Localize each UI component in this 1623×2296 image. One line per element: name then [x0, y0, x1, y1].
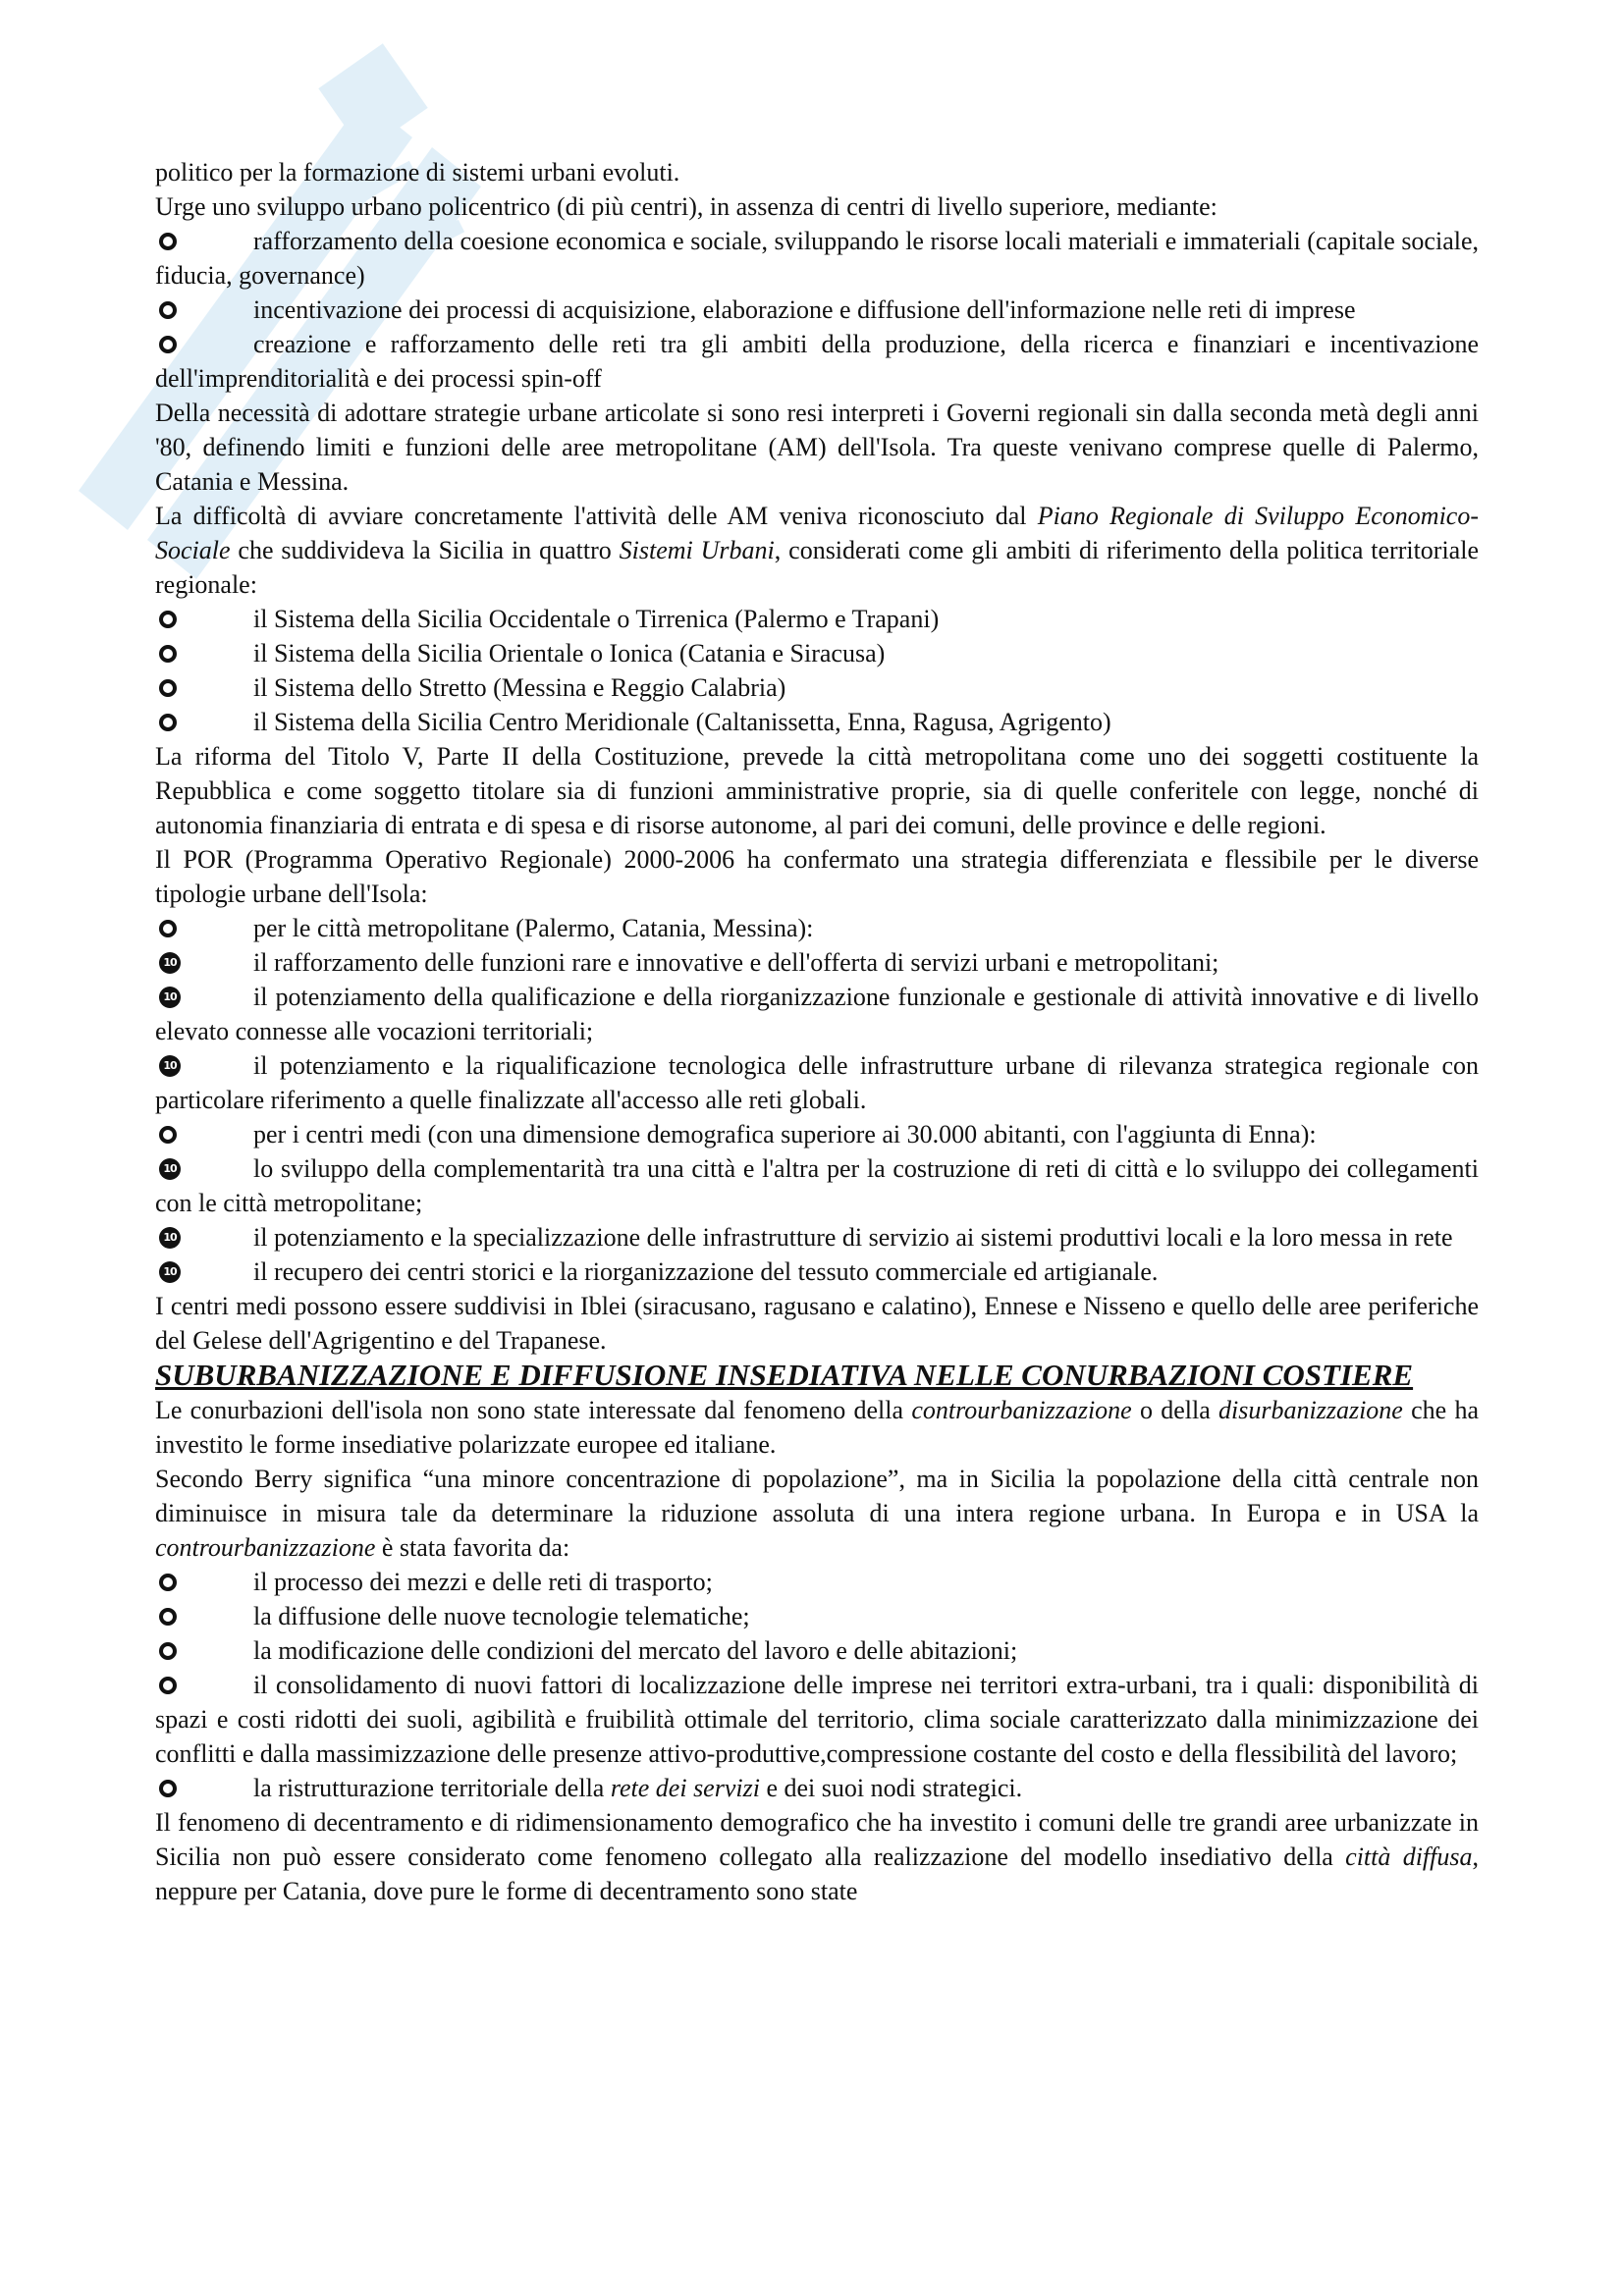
paragraph: Il fenomeno di decentramento e di ridimensionamento demografico che ha investito i comuni delle tre grandi aree urbanizzate in Sicilia non può essere considerato come fenomeno collegato alla realizzazione del modello insediativo della città diffusa, neppure per Catania, dove pure le forme di decentramento sono state — [155, 1808, 1479, 1905]
list-item: il Sistema della Sicilia Centro Meridionale (Caltanissetta, Enna, Ragusa, Agrigento) — [155, 705, 1479, 739]
document-body — [155, 155, 1479, 1908]
paragraph: Il POR (Programma Operativo Regionale) 2000-2006 ha confermato una strategia differenziata e flessibile per le diverse tipologie urbane dell'Isola: — [155, 845, 1479, 908]
list-item: la ristrutturazione territoriale della rete dei servizi e dei suoi nodi strategici. — [155, 1771, 1479, 1805]
number-badge-icon: 10 — [159, 1227, 181, 1249]
bullet-ring-icon — [159, 679, 177, 697]
intro-line: politico per la formazione di sistemi urbani evoluti. — [155, 158, 680, 187]
sub-list-item: 10 il potenziamento della qualificazione e della riorganizzazione funzionale e gestionale di attività innovative e di livello elevato connesse alle vocazioni territoriali; — [155, 983, 1479, 1045]
number-badge-icon: 10 — [159, 952, 181, 974]
list-item: il consolidamento di nuovi fattori di localizzazione delle imprese nei territori extra-urbani, tra i quali: disponibilità di spazi e costi ridotti dei suoli, agibilità e fruibilità ottimale del territorio, clima sociale caratterizzato dalla minimizzazione dei conflitti e dalla massimizzazione delle presenze attivo-produttive,compressione costante del costo e della flessibilità del lavoro; — [155, 1671, 1479, 1768]
list-item: il Sistema della Sicilia Occidentale o Tirrenica (Palermo e Trapani) — [155, 602, 1479, 636]
number-badge-icon: 10 — [159, 1261, 181, 1283]
bullet-ring-icon — [159, 233, 177, 250]
sub-list-item: 10 il rafforzamento delle funzioni rare e innovative e dell'offerta di servizi urbani e metropolitani; — [155, 945, 1479, 980]
list-item: la diffusione delle nuove tecnologie telematiche; — [155, 1599, 1479, 1633]
paragraph: La difficoltà di avviare concretamente l'attività delle AM veniva riconosciuto dal Piano Regionale di Sviluppo Economico-Sociale che suddivideva la Sicilia in quattro Sistemi Urbani, considerati come gli ambiti di riferimento della politica territoriale regionale: — [155, 502, 1479, 599]
number-badge-icon: 10 — [159, 987, 181, 1008]
paragraph: I centri medi possono essere suddivisi in Iblei (siracusano, ragusano e calatino), Ennese e Nisseno e quello delle aree periferiche del Gelese dell'Agrigentino e del Trapanese. — [155, 1292, 1479, 1355]
list-item: incentivazione dei processi di acquisizione, elaborazione e diffusione dell'informazione nelle reti di imprese — [155, 293, 1479, 327]
sub-list-item: 10 lo sviluppo della complementarità tra una città e l'altra per la costruzione di reti di città e lo sviluppo dei collegamenti con le città metropolitane; — [155, 1154, 1479, 1217]
bullet-ring-icon — [159, 1574, 177, 1591]
bullet-ring-icon — [159, 1126, 177, 1144]
paragraph: Secondo Berry significa “una minore concentrazione di popolazione”, ma in Sicilia la popolazione della città centrale non diminuisce in misura tale da determinare la riduzione assoluta di una intera regione urbana. In Europa e in USA la controurbanizzazione è stata favorita da: — [155, 1465, 1479, 1562]
list-item: creazione e rafforzamento delle reti tra gli ambiti della produzione, della ricerca e finanziari e incentivazione dell'imprenditorialità e dei processi spin-off — [155, 330, 1479, 393]
list-item: per le città metropolitane (Palermo, Catania, Messina): — [155, 911, 1479, 945]
bullet-ring-icon — [159, 920, 177, 937]
list-item: la modificazione delle condizioni del mercato del lavoro e delle abitazioni; — [155, 1633, 1479, 1668]
bullet-ring-icon — [159, 611, 177, 628]
bullet-ring-icon — [159, 714, 177, 731]
list-item: rafforzamento della coesione economica e sociale, sviluppando le risorse locali materiali e immateriali (capitale sociale, fiducia, governance) — [155, 227, 1479, 290]
bullet-ring-icon — [159, 301, 177, 319]
paragraph: Le conurbazioni dell'isola non sono state interessate dal fenomeno della controurbanizzazione o della disurbanizzazione che ha investito le forme insediative polarizzate europee ed italiane. — [155, 1396, 1480, 1459]
paragraph: La riforma del Titolo V, Parte II della Costituzione, prevede la città metropolitana come uno dei soggetti costituente la Repubblica e come soggetto titolare sia di funzioni amministrative proprie, sia di quelle conferitele con legge, nonché di autonomia finanziaria di entrata e di spesa e di risorse autonome, al pari dei comuni, delle province e delle regioni. — [155, 742, 1479, 839]
list-item: il processo dei mezzi e delle reti di trasporto; — [155, 1565, 1479, 1599]
sub-list-item: 10 il potenziamento e la riqualificazione tecnologica delle infrastrutture urbane di rilevanza strategica regionale con particolare riferimento a quelle finalizzate all'accesso alle reti globali. — [155, 1051, 1479, 1114]
bullet-ring-icon — [159, 1608, 177, 1626]
paragraph: Della necessità di adottare strategie urbane articolate si sono resi interpreti i Governi regionali sin dalla seconda metà degli anni '80, definendo limiti e funzioni delle aree metropolitane (AM) dell'Isola. Tra queste venivano comprese quelle di Palermo, Catania e Messina. — [155, 399, 1479, 496]
bullet-ring-icon — [159, 645, 177, 663]
number-badge-icon: 10 — [159, 1158, 181, 1180]
bullet-ring-icon — [159, 1780, 177, 1797]
list-item: il Sistema della Sicilia Orientale o Ionica (Catania e Siracusa) — [155, 636, 1479, 670]
paragraph: Urge uno sviluppo urbano policentrico (di più centri), in assenza di centri di livello superiore, mediante: — [155, 192, 1217, 221]
number-badge-icon: 10 — [159, 1055, 181, 1077]
section-heading: SUBURBANIZZAZIONE E DIFFUSIONE INSEDIATIVA NELLE CONURBAZIONI COSTIERE — [155, 1358, 1414, 1392]
sub-list-item: 10 il potenziamento e la specializzazione delle infrastrutture di servizio ai sistemi produttivi locali e la loro messa in rete — [155, 1220, 1479, 1255]
list-item: per i centri medi (con una dimensione demografica superiore ai 30.000 abitanti, con l'aggiunta di Enna): — [155, 1117, 1479, 1151]
list-item: il Sistema dello Stretto (Messina e Reggio Calabria) — [155, 670, 1479, 705]
sub-list-item: 10 il recupero dei centri storici e la riorganizzazione del tessuto commerciale ed artigianale. — [155, 1255, 1479, 1289]
bullet-ring-icon — [159, 336, 177, 353]
bullet-ring-icon — [159, 1642, 177, 1660]
bullet-ring-icon — [159, 1677, 177, 1694]
